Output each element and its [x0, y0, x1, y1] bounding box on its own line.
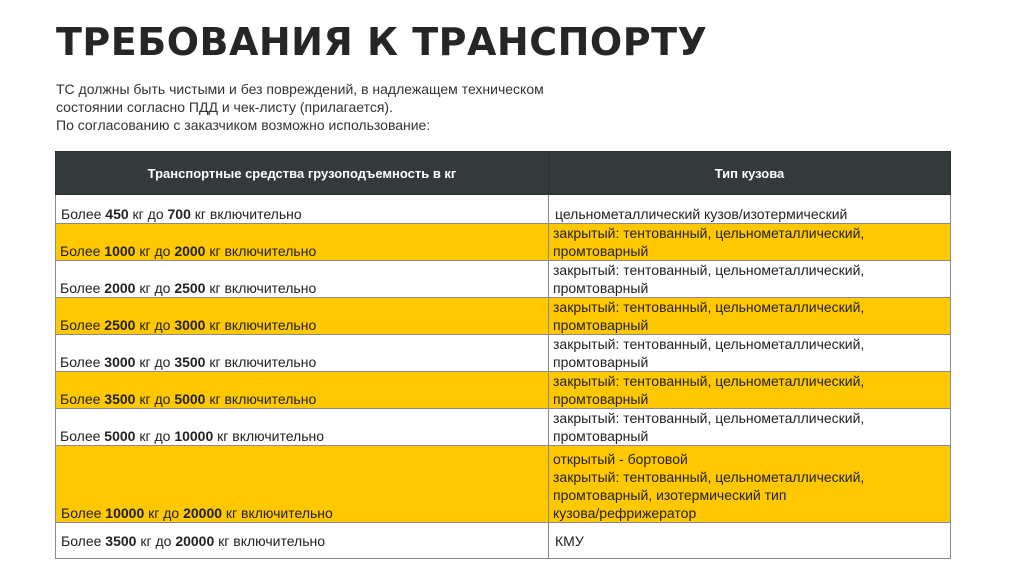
capacity-cell: Более 10000 кг до 20000 кг включительно [56, 446, 549, 523]
capacity-cell: Более 3500 кг до 20000 кг включительно [56, 523, 549, 559]
body-type-cell: закрытый: тентованный, цельнометаллический, промтоварный [549, 261, 951, 298]
table-row [56, 409, 951, 446]
body-type-cell: КМУ [549, 523, 951, 559]
intro-text [56, 80, 544, 134]
capacity-cell: Более 1000 кг до 2000 кг включительно [56, 224, 549, 261]
body-type-cell: закрытый: тентованный, цельнометаллический, промтоварный [549, 409, 951, 446]
table-row [56, 335, 951, 372]
intro-line: ТС должны быть чистыми и без повреждений, в надлежащем техническом [56, 81, 544, 97]
capacity-cell: Более 450 кг до 700 кг включительно [56, 195, 549, 224]
table-row [56, 195, 951, 224]
capacity-cell: Более 5000 кг до 10000 кг включительно [56, 409, 549, 446]
intro-line: состоянии согласно ПДД и чек-листу (прилагается). [56, 99, 393, 115]
table-row [56, 446, 951, 523]
header-capacity: Транспортные средства грузоподъемность в кг [56, 152, 549, 195]
body-type-cell: закрытый: тентованный, цельнометаллический, промтоварный [549, 224, 951, 261]
body-type-cell: закрытый: тентованный, цельнометаллический, промтоварный [549, 335, 951, 372]
header-body-type: Тип кузова [549, 152, 951, 195]
body-type-cell: закрытый: тентованный, цельнометаллический, промтоварный [549, 372, 951, 409]
capacity-cell: Более 3000 кг до 3500 кг включительно [56, 335, 549, 372]
capacity-cell: Более 2000 кг до 2500 кг включительно [56, 261, 549, 298]
table-row [56, 298, 951, 335]
body-type-cell: открытый - бортовой закрытый: тентованный, цельнометаллический, промтоварный, изотермический тип кузова/рефрижератор [549, 446, 951, 523]
body-type-cell: цельнометаллический кузов/изотермический [549, 195, 951, 224]
table-row [56, 261, 951, 298]
intro-line: По согласованию с заказчиком возможно использование: [56, 117, 431, 133]
capacity-cell: Более 2500 кг до 3000 кг включительно [56, 298, 549, 335]
page-title: ТРЕБОВАНИЯ К ТРАНСПОРТУ [56, 20, 708, 64]
table-header-row [56, 152, 951, 195]
table-row [56, 372, 951, 409]
table-row [56, 224, 951, 261]
table-row [56, 523, 951, 559]
transport-table [55, 151, 951, 559]
body-type-cell: закрытый: тентованный, цельнометаллический, промтоварный [549, 298, 951, 335]
capacity-cell: Более 3500 кг до 5000 кг включительно [56, 372, 549, 409]
